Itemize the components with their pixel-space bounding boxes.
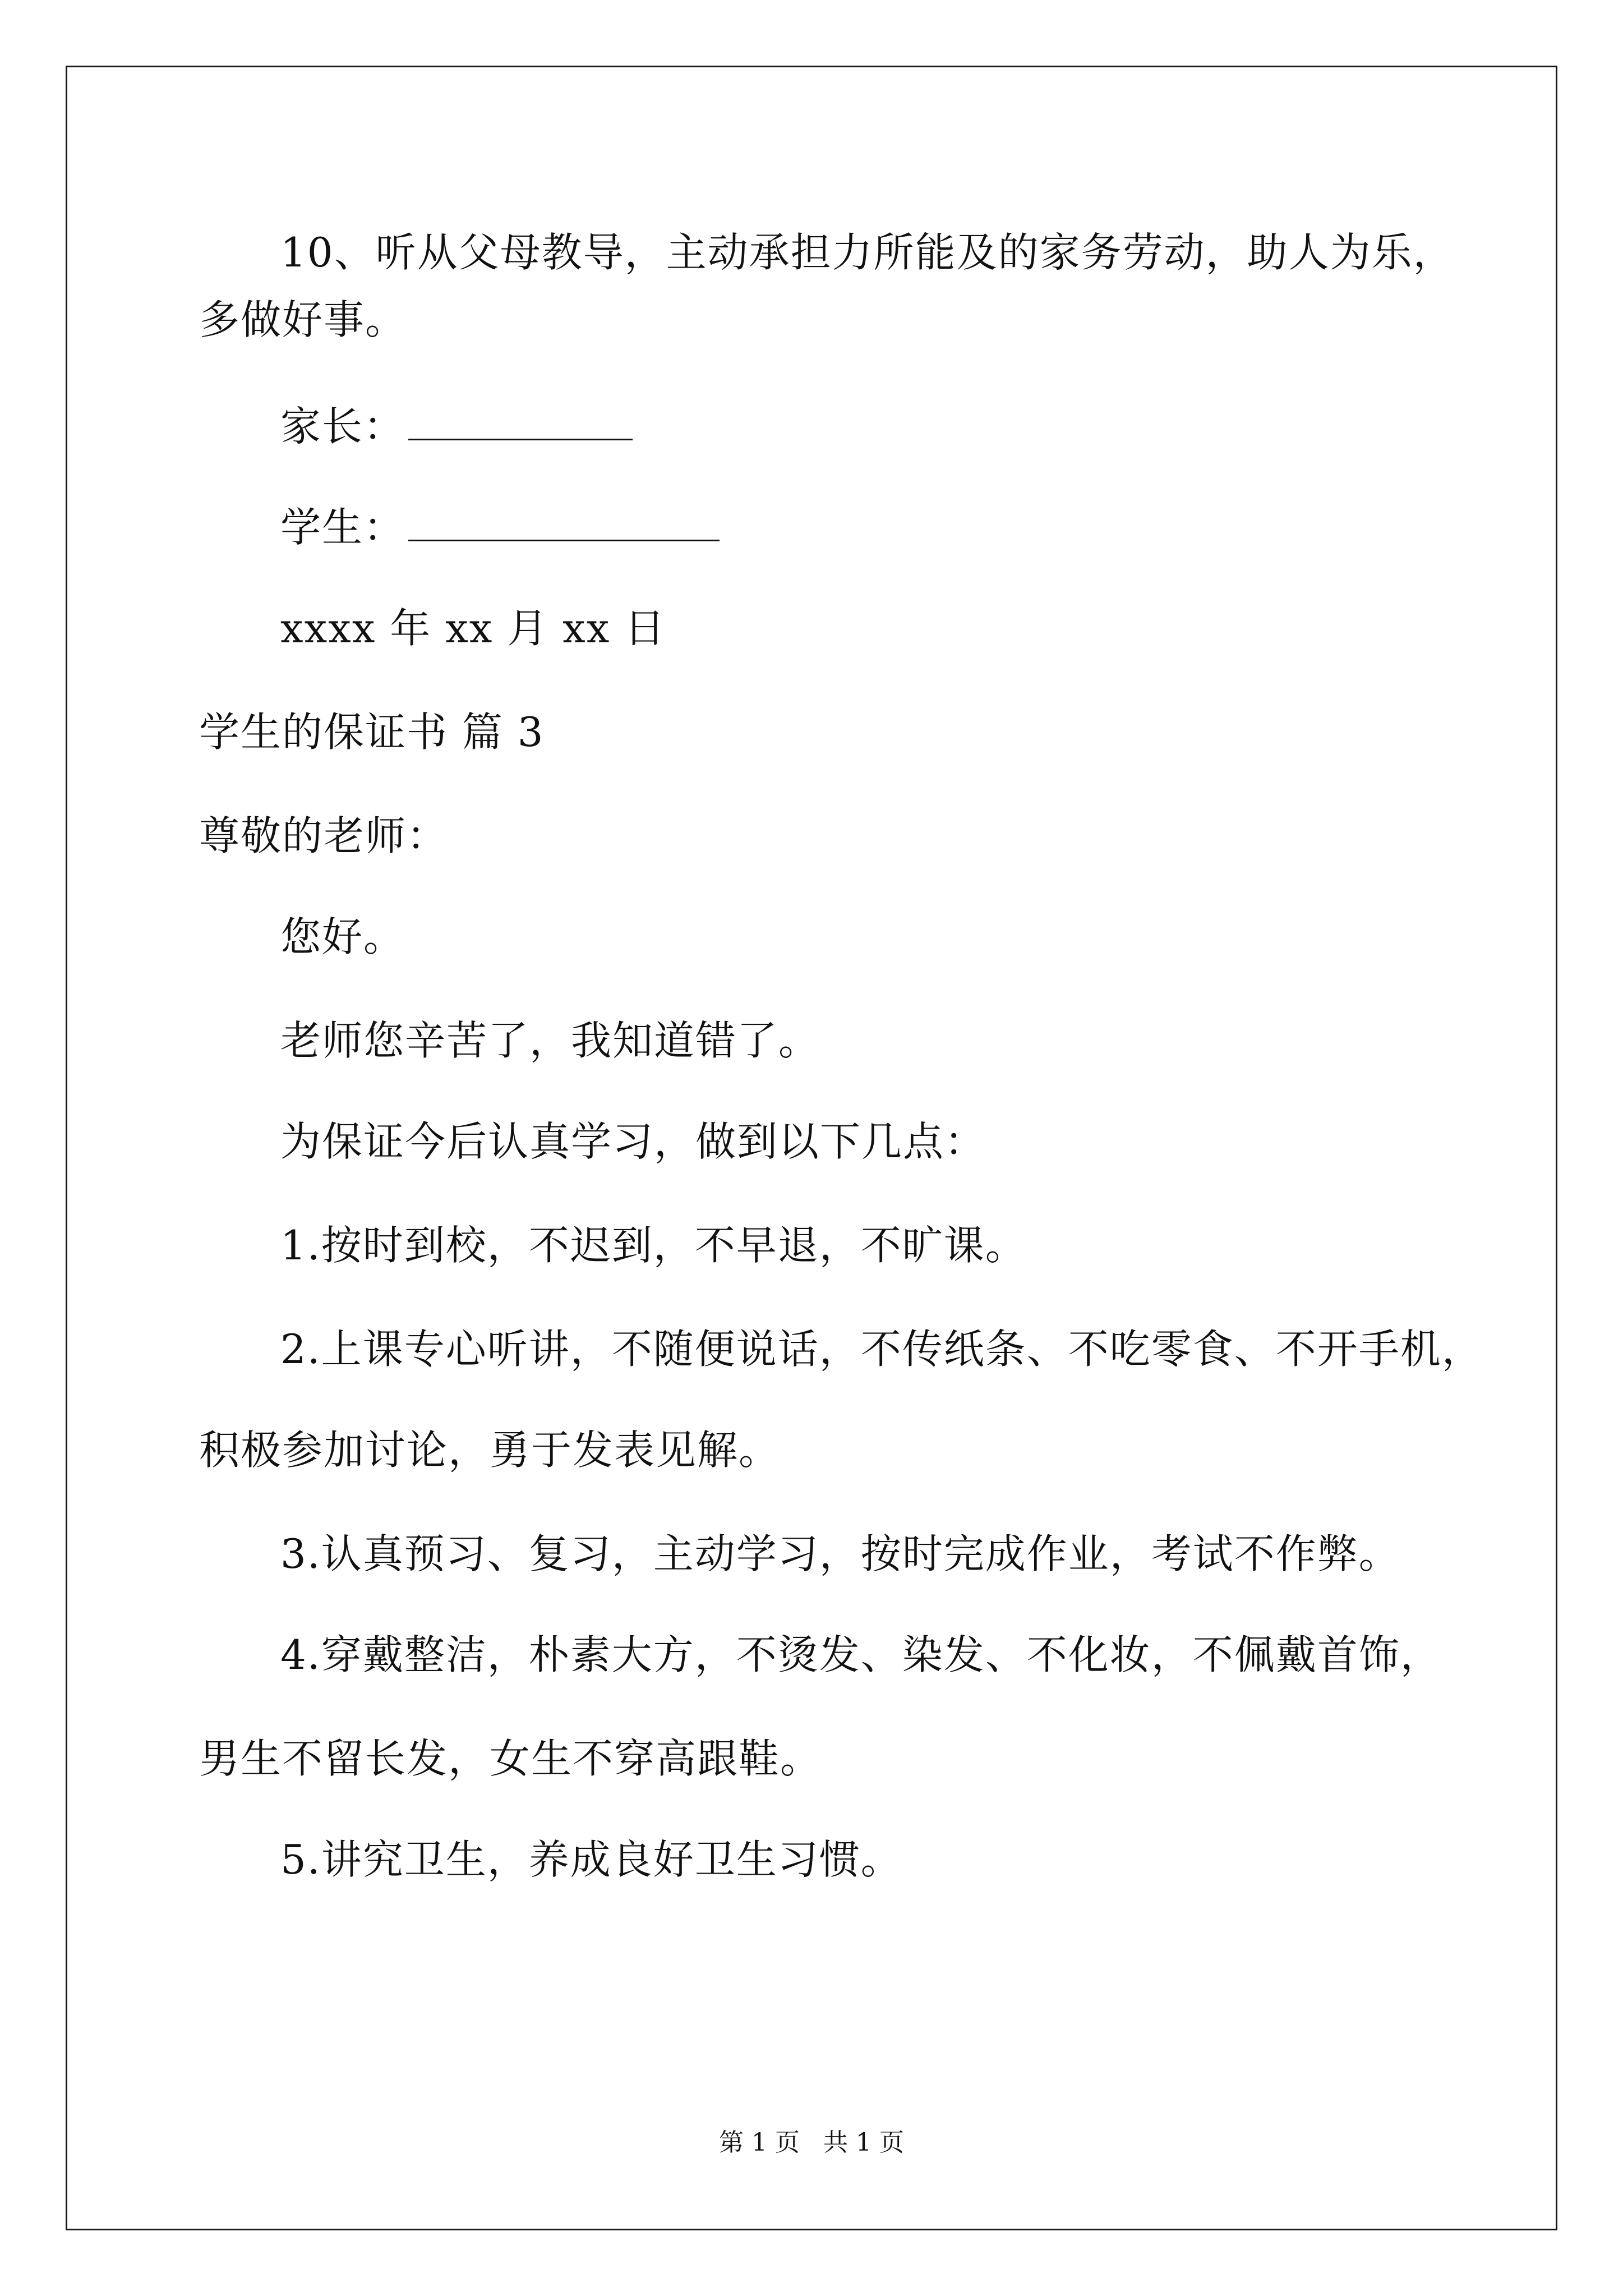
page-number-total: 共 1 页 [823, 2128, 904, 2157]
paragraph-line: 您好。 [280, 913, 405, 960]
page-number-current: 第 1 页 [719, 2128, 800, 2157]
parent-signature-line [280, 398, 633, 454]
page-footer [0, 2126, 1623, 2160]
list-item: 2.上课专心听讲，不随便说话，不传纸条、不吃零食、不开手机， [280, 1326, 1483, 1373]
section-title: 学生的保证书 篇 3 [199, 708, 545, 756]
student-signature-line [280, 499, 720, 555]
student-label: 学生： [280, 504, 405, 551]
student-signature-blank [408, 499, 720, 541]
paragraph-line: 为保证今后认真学习，做到以下几点： [280, 1118, 986, 1165]
parent-label: 家长： [280, 403, 405, 450]
paragraph-line: 10、听从父母教导，主动承担力所能及的家务劳动，助人为乐， [280, 229, 1455, 276]
list-item-continued: 积极参加讨论，勇于发表见解。 [199, 1427, 781, 1474]
date-line: xxxx 年 xx 月 xx 日 [280, 605, 666, 652]
paragraph-line: 老师您辛苦了，我知道错了。 [280, 1017, 820, 1064]
list-item: 1.按时到校，不迟到，不早退，不旷课。 [280, 1222, 1027, 1269]
list-item: 5.讲究卫生，养成良好卫生习惯。 [280, 1836, 902, 1883]
list-item: 4.穿戴整洁，朴素大方，不烫发、染发、不化妆，不佩戴首饰， [280, 1631, 1442, 1678]
parent-signature-blank [408, 398, 633, 440]
paragraph-line: 多做好事。 [199, 296, 407, 343]
list-item-continued: 男生不留长发，女生不穿高跟鞋。 [199, 1735, 822, 1782]
list-item: 3.认真预习、复习，主动学习，按时完成作业，考试不作弊。 [280, 1530, 1400, 1577]
salutation: 尊敬的老师： [199, 812, 449, 859]
